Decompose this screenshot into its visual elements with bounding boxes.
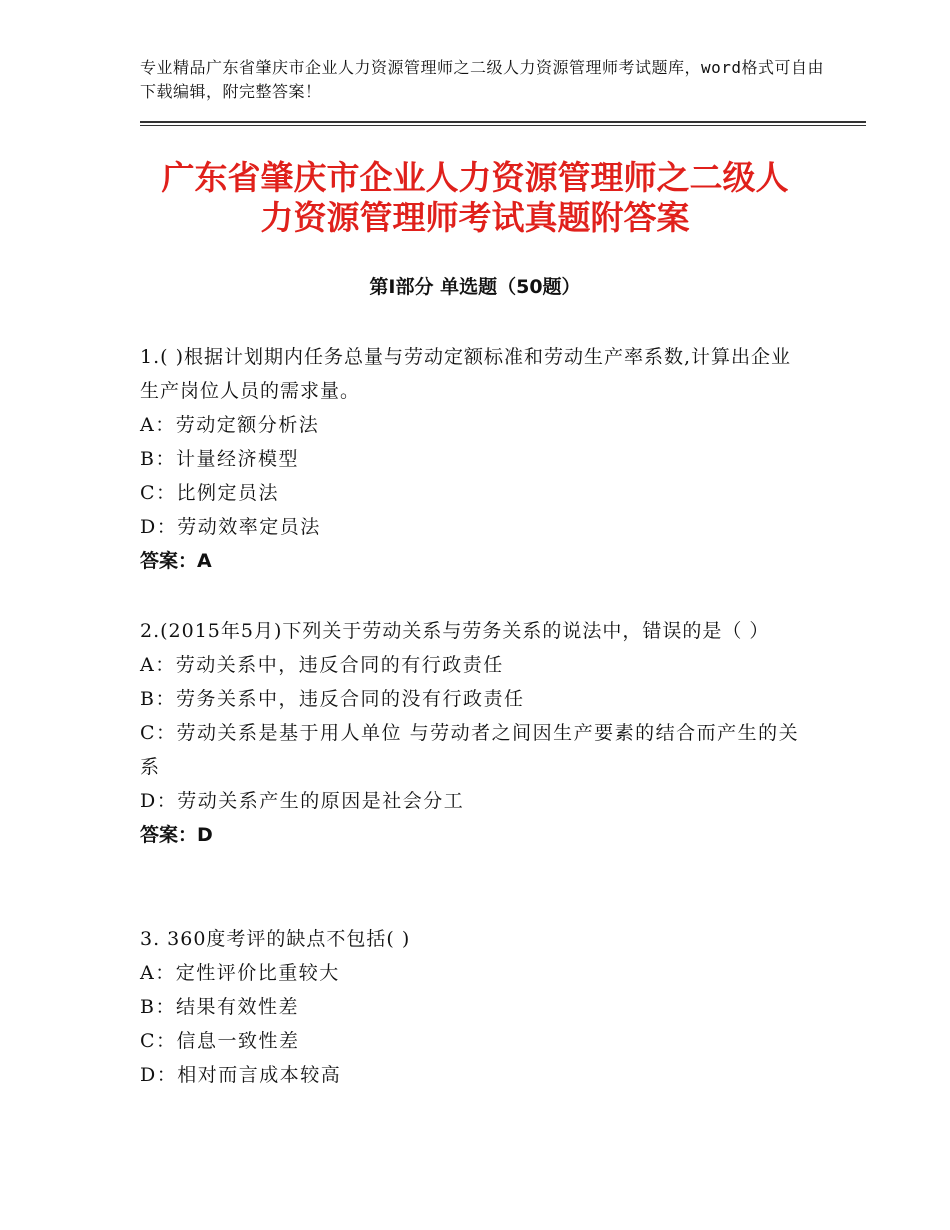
header-divider-thick (140, 121, 866, 123)
header-divider-thin (140, 125, 866, 126)
question-3 (140, 922, 810, 1092)
option-d: D：劳动效率定员法 (140, 516, 321, 538)
option-d: D：劳动关系产生的原因是社会分工 (140, 790, 465, 812)
option-a: A：劳动关系中，违反合同的有行政责任 (140, 654, 504, 676)
document-title (140, 158, 810, 238)
option-c: C：信息一致性差 (140, 1030, 300, 1052)
option-a: A：劳动定额分析法 (140, 414, 320, 436)
question-1 (140, 340, 810, 578)
header-note: 专业精品广东省肇庆市企业人力资源管理师之二级人力资源管理师考试题库，word格式可自由下载编辑，附完整答案！ (140, 58, 825, 101)
document-title-line-2: 力资源管理师考试真题附答案 (260, 198, 690, 237)
question-text: 1.( )根据计划期内任务总量与劳动定额标准和劳动生产率系数,计算出企业生产岗位人员的需求量。 (140, 346, 792, 402)
section-title: 第Ⅰ部分 单选题（50题） (369, 276, 581, 298)
option-b: B：计量经济模型 (140, 448, 299, 470)
option-d: D：相对而言成本较高 (140, 1064, 342, 1086)
option-c: C：劳动关系是基于用人单位 与劳动者之间因生产要素的结合而产生的关系 (140, 722, 800, 778)
option-a: A：定性评价比重较大 (140, 962, 340, 984)
question-text: 3. 360度考评的缺点不包括( ) (140, 928, 411, 950)
option-b: B：结果有效性差 (140, 996, 299, 1018)
answer: 答案：A (140, 550, 212, 572)
answer: 答案：D (140, 824, 213, 846)
document-title-line-1: 广东省肇庆市企业人力资源管理师之二级人 (161, 158, 789, 197)
option-b: B：劳务关系中，违反合同的没有行政责任 (140, 688, 525, 710)
question-2 (140, 614, 810, 852)
question-text: 2.(2015年5月)下列关于劳动关系与劳务关系的说法中，错误的是（ ） (140, 620, 770, 642)
option-c: C：比例定员法 (140, 482, 280, 504)
